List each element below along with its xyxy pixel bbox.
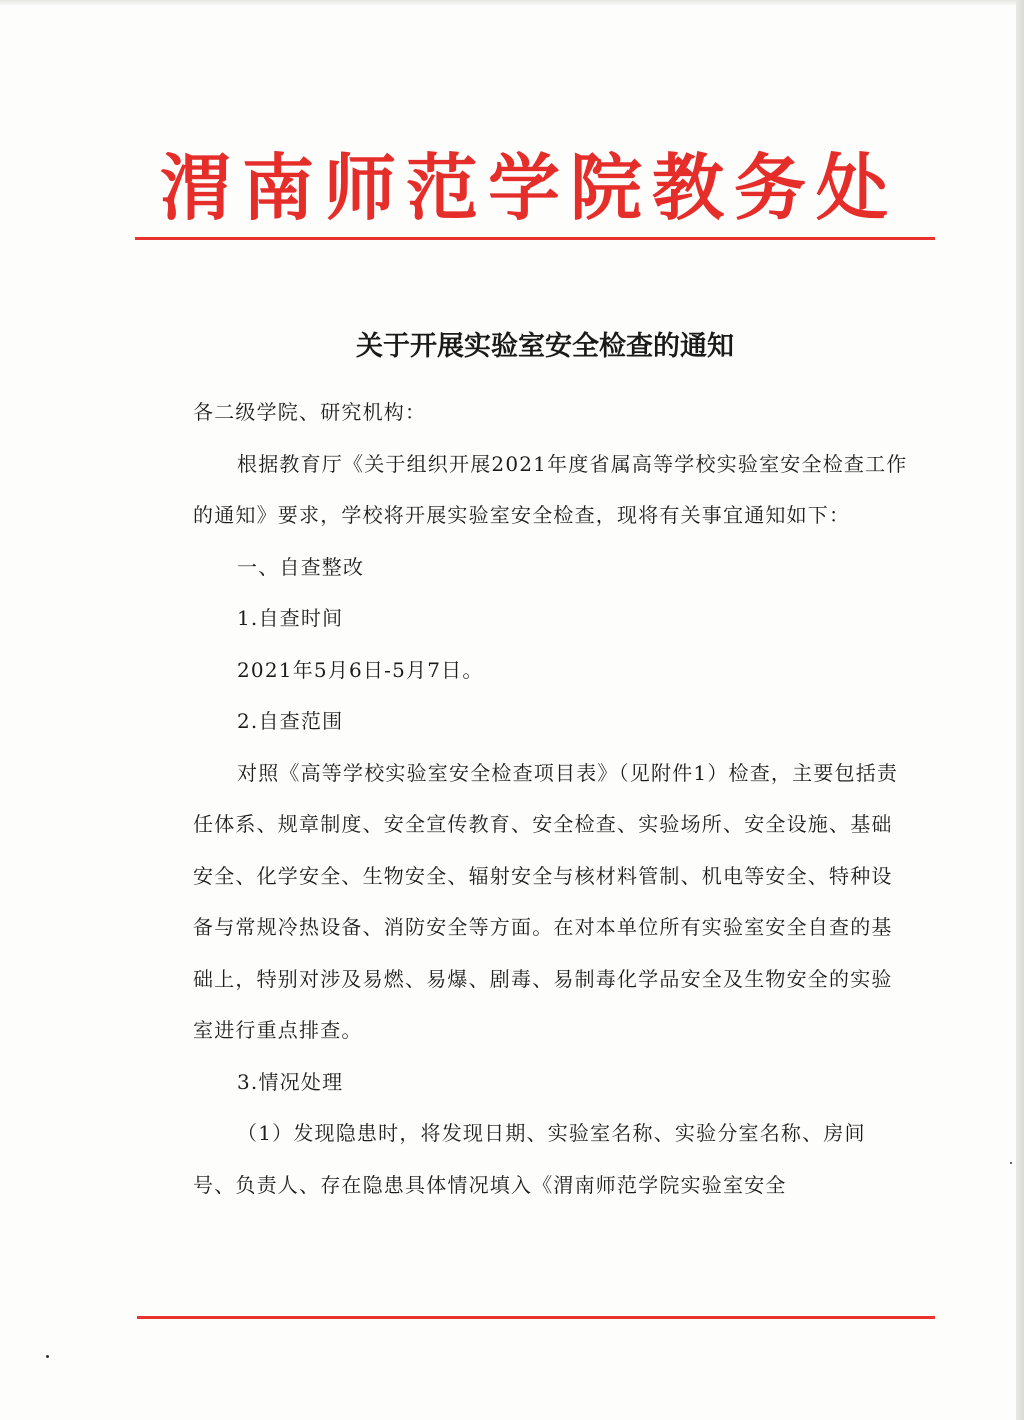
body-paragraph: （1）发现隐患时，将发现日期、实验室名称、实验分室名称、房间号、负责人、存在隐患具体情况填入《渭南师范学院实验室安全	[193, 1121, 866, 1197]
letterhead-title: 渭南师范学院教务处	[160, 145, 899, 230]
subsection-heading: 3.情况处理	[237, 1069, 344, 1094]
scan-speck	[1010, 1162, 1012, 1164]
scan-edge-top	[0, 0, 1024, 6]
body-paragraph: 2021年5月6日-5月7日。	[237, 657, 484, 682]
section-heading: 一、自查整改	[237, 554, 365, 579]
scan-edge-right	[1016, 0, 1024, 1420]
subsection-heading: 2.自查范围	[237, 709, 344, 733]
body-paragraph: 根据教育厅《关于组织开展2021年度省属高等学校实验室安全检查工作的通知》要求，学校将开展实验室安全检查，现将有关事宜通知如下：	[193, 451, 908, 527]
body-paragraph: 对照《高等学校实验室安全检查项目表》（见附件1）检查，主要包括责任体系、规章制度、安全宣传教育、安全检查、实验场所、安全设施、基础安全、化学安全、生物安全、辐射安全与核材料管制、机电等安全、特种设备与常规冷热设备、消防安全等方面。在对本单位所有实验室安全自查的基础上，特别对涉及易燃、易爆、剧毒、易制毒化学品安全及生物安全的实验室进行重点排查。	[193, 760, 899, 1042]
document-title: 关于开展实验室安全检查的通知	[356, 331, 734, 362]
subsection-heading: 1.自查时间	[237, 606, 344, 630]
scan-speck	[46, 1355, 49, 1358]
footer-divider	[137, 1316, 935, 1319]
letterhead-divider	[135, 237, 935, 240]
salutation: 各二级学院、研究机构：	[193, 400, 427, 424]
document-body	[193, 387, 908, 1211]
